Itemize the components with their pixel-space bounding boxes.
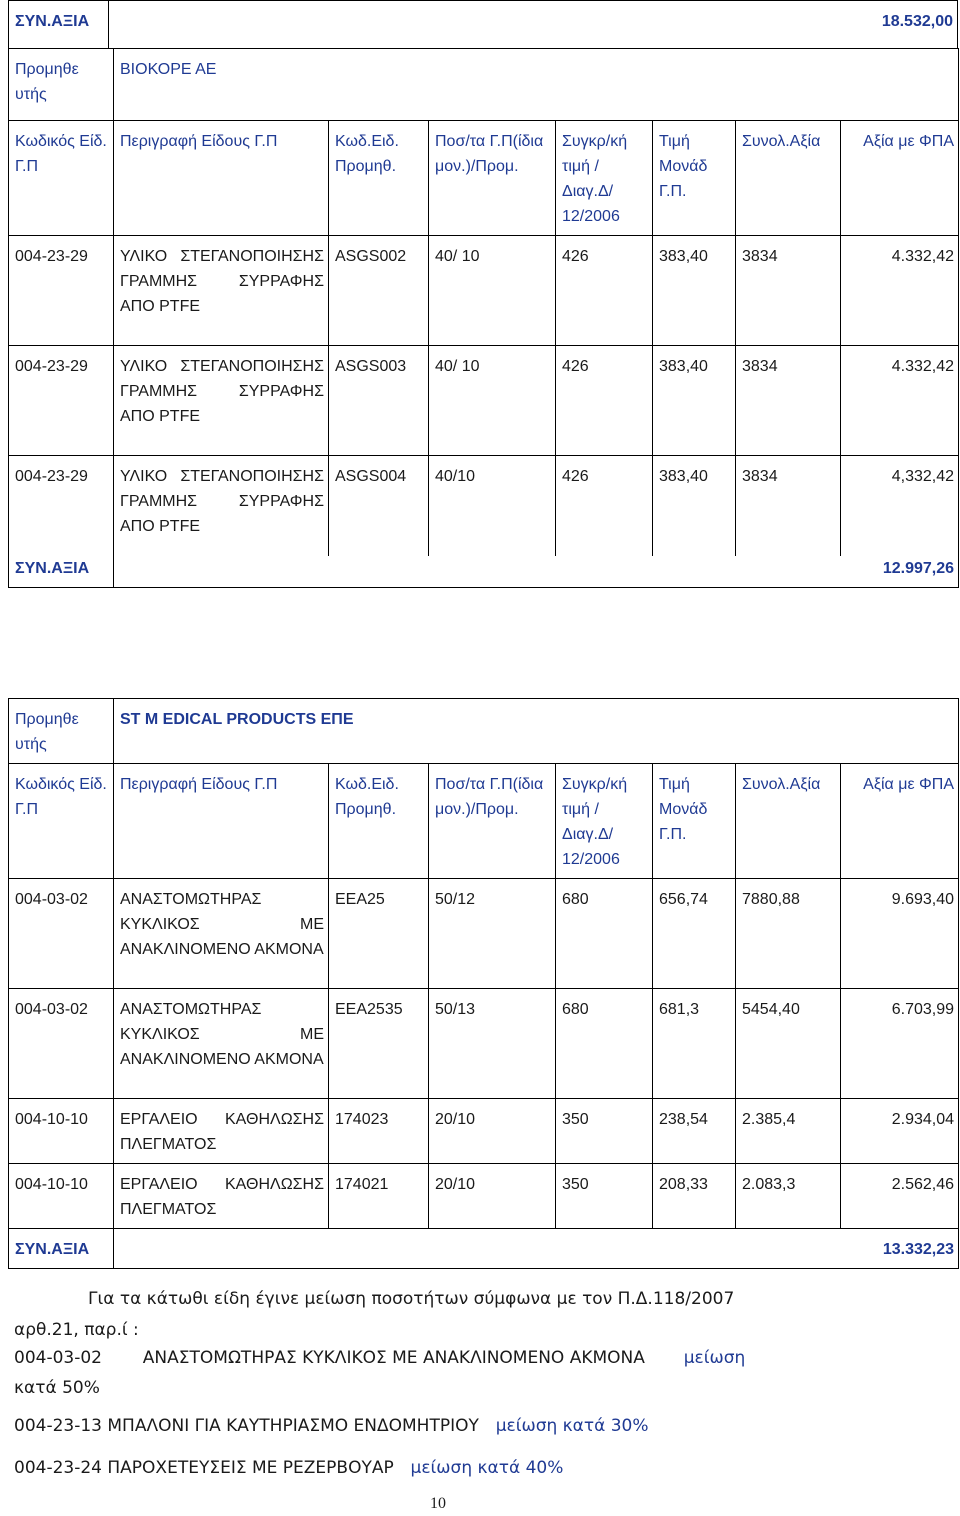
item-total: 7880,88 (736, 878, 841, 988)
item-supplier-code: 174023 (329, 1098, 429, 1163)
item-vat-value: 4.332,42 (841, 346, 959, 456)
item-code: 004-23-29 (9, 236, 114, 346)
item-unit-price: 656,74 (653, 878, 736, 988)
table-row (9, 988, 959, 1098)
header-code: Κωδικός Είδ. Γ.Π (9, 763, 114, 878)
header-value-with-vat: Αξία με ΦΠΑ (841, 121, 959, 236)
item-supplier-code: EEA2535 (329, 988, 429, 1098)
note-line-1: Για τα κάτωθι είδη έγινε μείωση ποσοτήτων σύμφωνα με τον Π.Δ.118/2007 (88, 1289, 735, 1309)
total-label: ΣΥΝ.ΑΞΙΑ (9, 1, 109, 49)
supplier-table-biokore (8, 48, 959, 588)
item-code: 004-03-02 (9, 878, 114, 988)
item-unit-price: 383,40 (653, 236, 736, 346)
item-total: 2.083,3 (736, 1163, 841, 1228)
header-value-with-vat: Αξία με ΦΠΑ (841, 763, 959, 878)
item-description: ΑΝΑΣΤΟΜΩΤΗΡΑΣ ΚΥΚΛΙΚΟΣ ΜΕ ΑΝΑΚΛΙΝΟΜΕΝΟ ΑΚΜΟΝΑ (114, 878, 329, 988)
page-number: 10 (430, 1495, 446, 1512)
header-total-value: Συνολ.Αξία (736, 121, 841, 236)
supplier-label: Προμηθε υτής (9, 49, 114, 121)
table-row (9, 878, 959, 988)
note-item-reduction: μείωση κατά 30% (495, 1416, 649, 1436)
item-quantity: 50/13 (429, 988, 556, 1098)
supplier-name: ST M EDICAL PRODUCTS ΕΠΕ (114, 698, 959, 763)
item-quantity: 40/10 (429, 456, 556, 556)
item-vat-value: 9.693,40 (841, 878, 959, 988)
note-item-code: 004-03-02 (14, 1348, 102, 1368)
item-unit-price: 208,33 (653, 1163, 736, 1228)
item-description: ΥΛΙΚΟ ΣΤΕΓΑΝΟΠΟΙΗΣΗΣ ΓΡΑΜΜΗΣ ΣΥΡΡΑΦΗΣ ΑΠΟ PTFE (114, 346, 329, 456)
item-unit-price: 383,40 (653, 456, 736, 556)
note-item-3 (14, 1458, 563, 1478)
item-supplier-code: ASGS004 (329, 456, 429, 556)
item-quantity: 20/10 (429, 1163, 556, 1228)
note-item-reduction: μείωση (683, 1348, 746, 1368)
note-item-code: 004-23-24 (14, 1458, 102, 1478)
item-vat-value: 4.332,42 (841, 236, 959, 346)
item-vat-value: 6.703,99 (841, 988, 959, 1098)
item-price: 426 (556, 236, 653, 346)
item-vat-value: 2.934,04 (841, 1098, 959, 1163)
item-quantity: 20/10 (429, 1098, 556, 1163)
item-price: 426 (556, 346, 653, 456)
item-total: 3834 (736, 456, 841, 556)
table-row (9, 1098, 959, 1163)
table-row (9, 346, 959, 456)
header-unit-price: Τιμή Μονάδ Γ.Π. (653, 121, 736, 236)
item-code: 004-10-10 (9, 1163, 114, 1228)
item-unit-price: 383,40 (653, 346, 736, 456)
item-unit-price: 681,3 (653, 988, 736, 1098)
header-description: Περιγραφή Είδους Γ.Π (114, 121, 329, 236)
item-description: ΥΛΙΚΟ ΣΤΕΓΑΝΟΠΟΙΗΣΗΣ ΓΡΑΜΜΗΣ ΣΥΡΡΑΦΗΣ ΑΠΟ PTFE (114, 456, 329, 556)
item-supplier-code: ASGS002 (329, 236, 429, 346)
header-total-value: Συνολ.Αξία (736, 763, 841, 878)
item-unit-price: 238,54 (653, 1098, 736, 1163)
header-quantity: Ποσ/τα Γ.Π(ίδια μον.)/Προμ. (429, 763, 556, 878)
item-description: ΕΡΓΑΛΕΙΟ ΚΑΘΗΛΩΣΗΣ ΠΛΕΓΜΑΤΟΣ (114, 1163, 329, 1228)
table-row (9, 456, 959, 556)
note-item-2 (14, 1416, 649, 1436)
item-code: 004-23-29 (9, 346, 114, 456)
header-code: Κωδικός Είδ. Γ.Π (9, 121, 114, 236)
item-supplier-code: 174021 (329, 1163, 429, 1228)
item-quantity: 40/ 10 (429, 346, 556, 456)
total-value: 18.532,00 (109, 1, 958, 49)
table-row (9, 236, 959, 346)
item-price: 680 (556, 878, 653, 988)
total-value: 12.997,26 (114, 556, 959, 588)
supplier-name: ΒΙΟΚΟΡΕ ΑΕ (114, 49, 959, 121)
item-supplier-code: ASGS003 (329, 346, 429, 456)
header-unit-price: Τιμή Μονάδ Γ.Π. (653, 763, 736, 878)
item-description: ΕΡΓΑΛΕΙΟ ΚΑΘΗΛΩΣΗΣ ΠΛΕΓΜΑΤΟΣ (114, 1098, 329, 1163)
item-supplier-code: EEA25 (329, 878, 429, 988)
item-code: 004-03-02 (9, 988, 114, 1098)
item-price: 426 (556, 456, 653, 556)
item-code: 004-23-29 (9, 456, 114, 556)
item-vat-value: 4,332,42 (841, 456, 959, 556)
item-total: 2.385,4 (736, 1098, 841, 1163)
item-vat-value: 2.562,46 (841, 1163, 959, 1228)
note-line-2: αρθ.21, παρ.ί : (14, 1320, 139, 1340)
supplier-table-st-medical (8, 698, 959, 1269)
supplier-label: Προμηθε υτής (9, 698, 114, 763)
header-compared-price: Συγκρ/κή τιμή /Διαγ.Δ/ 12/2006 (556, 121, 653, 236)
table-row (9, 1163, 959, 1228)
note-item-description: ΑΝΑΣΤΟΜΩΤΗΡΑΣ ΚΥΚΛΙΚΟΣ ΜΕ ΑΝΑΚΛΙΝΟΜΕΝΟ ΑΚΜΟΝΑ (142, 1348, 645, 1368)
document-page (8, 0, 958, 1269)
total-label: ΣΥΝ.ΑΞΙΑ (9, 556, 114, 588)
header-supplier-code: Κωδ.Ειδ. Προμηθ. (329, 121, 429, 236)
note-item-reduction: μείωση κατά 40% (410, 1458, 564, 1478)
note-item-code: 004-23-13 (14, 1416, 102, 1436)
header-description: Περιγραφή Είδους Γ.Π (114, 763, 329, 878)
total-value: 13.332,23 (114, 1228, 959, 1268)
note-item-description: ΜΠΑΛΟΝΙ ΓΙΑ ΚΑΥΤΗΡΙΑΣΜΟ ΕΝΔΟΜΗΤΡΙΟΥ (107, 1416, 479, 1436)
item-price: 350 (556, 1098, 653, 1163)
header-supplier-code: Κωδ.Ειδ. Προμηθ. (329, 763, 429, 878)
item-total: 3834 (736, 236, 841, 346)
total-table-1 (8, 0, 958, 49)
item-description: ΑΝΑΣΤΟΜΩΤΗΡΑΣ ΚΥΚΛΙΚΟΣ ΜΕ ΑΝΑΚΛΙΝΟΜΕΝΟ ΑΚΜΟΝΑ (114, 988, 329, 1098)
item-description: ΥΛΙΚΟ ΣΤΕΓΑΝΟΠΟΙΗΣΗΣ ΓΡΑΜΜΗΣ ΣΥΡΡΑΦΗΣ ΑΠΟ PTFE (114, 236, 329, 346)
note-item-1-cont: κατά 50% (14, 1378, 100, 1398)
header-quantity: Ποσ/τα Γ.Π(ίδια μον.)/Προμ. (429, 121, 556, 236)
note-item-description: ΠΑΡΟΧΕΤΕΥΣΕΙΣ ΜΕ ΡΕΖΕΡΒΟΥΑΡ (107, 1458, 394, 1478)
item-price: 680 (556, 988, 653, 1098)
header-compared-price: Συγκρ/κή τιμή /Διαγ.Δ/ 12/2006 (556, 763, 653, 878)
item-price: 350 (556, 1163, 653, 1228)
item-code: 004-10-10 (9, 1098, 114, 1163)
total-label: ΣΥΝ.ΑΞΙΑ (9, 1228, 114, 1268)
item-quantity: 40/ 10 (429, 236, 556, 346)
item-quantity: 50/12 (429, 878, 556, 988)
note-item-1 (14, 1348, 745, 1368)
item-total: 5454,40 (736, 988, 841, 1098)
item-total: 3834 (736, 346, 841, 456)
